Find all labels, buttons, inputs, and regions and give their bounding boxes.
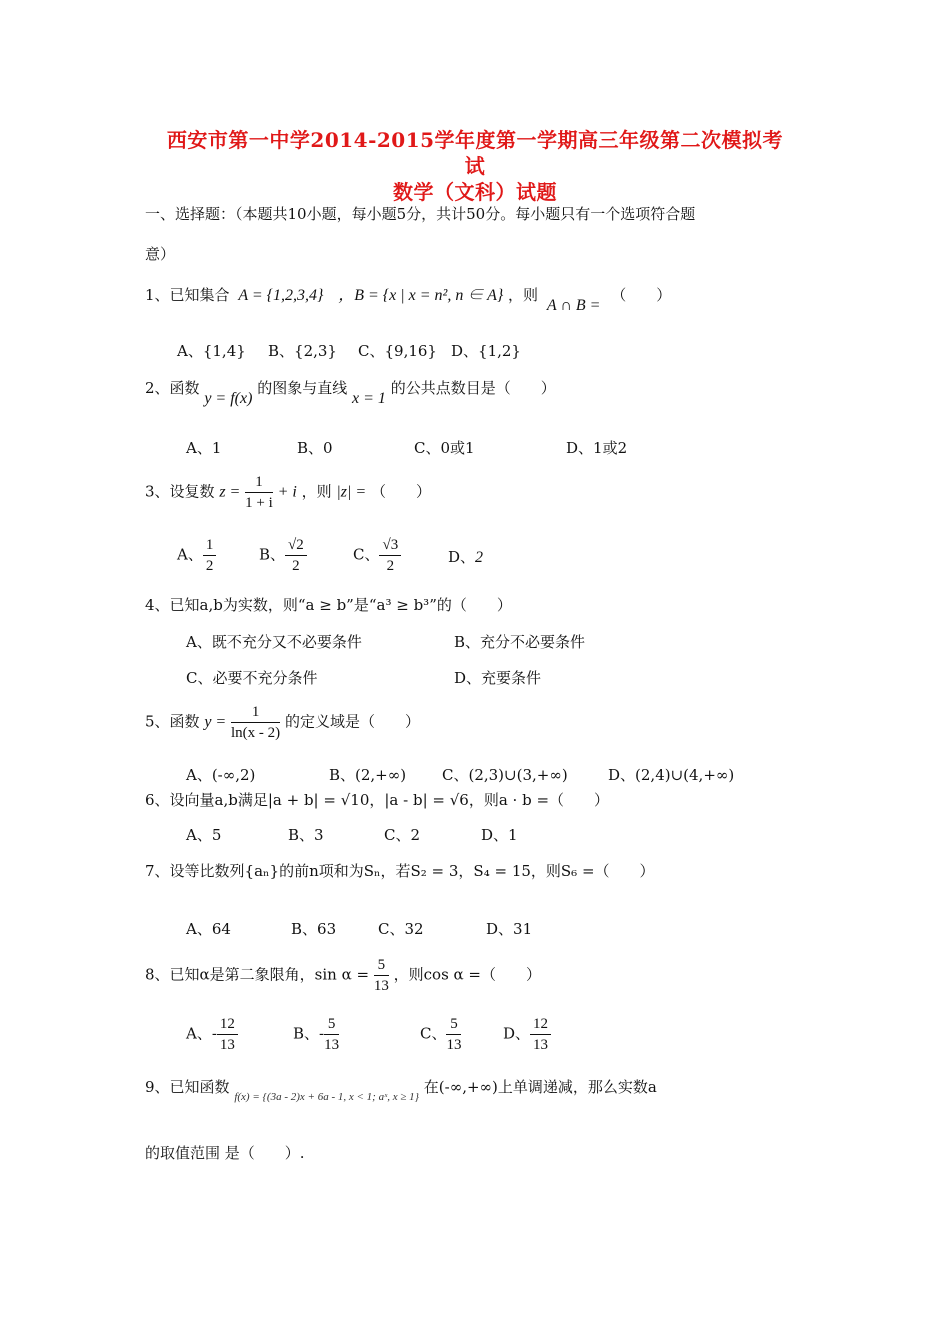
q2-stem-end: 的公共点数目是（ ） — [390, 379, 556, 397]
q1-expression: A ∩ B = — [546, 297, 601, 314]
q4-option-a: A、既不充分又不必要条件 — [186, 633, 362, 651]
q3-fraction: $\frac{1}{1 + i}$ — [245, 474, 273, 511]
q5-fraction: $\frac{1}{\ln(x - 2)}$ — [231, 704, 281, 741]
section-header-continued: 意） — [145, 245, 176, 263]
q2-option-d: D、1或2 — [566, 439, 628, 457]
question-7: 7、设等比数列{aₙ}的前n项和为Sₙ，若S₂ = 3，S₄ = 15，则S₆ =（ ） — [145, 862, 655, 880]
q6-option-d: D、1 — [481, 826, 518, 844]
q3-stem-then: ，则 — [301, 482, 332, 501]
q1-option-b: B、{2,3} — [268, 342, 337, 360]
question-3 — [145, 472, 431, 513]
q2-function: y = f(x) — [204, 390, 253, 407]
q5-option-d: D、(2,4)∪(4,+∞) — [608, 766, 735, 784]
page-subtitle: 数学（文科）试题 — [393, 180, 557, 204]
q3-plus-i: + i — [277, 483, 297, 501]
question-1 — [145, 282, 672, 314]
q1-stem: 1、已知集合 — [145, 286, 230, 304]
question-2 — [145, 377, 556, 407]
q2-line: x = 1 — [352, 390, 386, 407]
q7-option-d: D、31 — [486, 920, 533, 938]
page-title-continued: 试 — [464, 154, 486, 178]
q3-option-d: D、2 — [448, 548, 484, 566]
q7-option-c: C、32 — [378, 920, 424, 938]
q4-option-c: C、必要不充分条件 — [186, 669, 318, 687]
q8-stem-end: ，则cos α =（ ） — [393, 965, 542, 984]
q8-fraction: $\frac{5}{13}$ — [373, 957, 389, 994]
q8-option-a: A、- $\frac{12}{13}$ — [186, 1014, 238, 1055]
q6-option-c: C、2 — [384, 826, 421, 844]
q1-set-a: A = {1,2,3,4} — [238, 287, 324, 304]
q2-stem-mid: 的图象与直线 — [257, 379, 348, 397]
q2-option-a: A、1 — [186, 439, 222, 457]
q4-option-b: B、充分不必要条件 — [454, 633, 586, 651]
q8-option-b: B、- $\frac{5}{13}$ — [293, 1016, 340, 1053]
q9-piecewise-function: f(x) = {(3a - 2)x + 6a - 1, x < 1; aˣ, x ≥ 1} — [234, 1091, 420, 1103]
question-4: 4、已知a,b为实数，则“a ≥ b”是“a³ ≥ b³”的（ ） — [145, 596, 512, 614]
page-title: 西安市第一中学2014-2015学年度第一学期高三年级第二次模拟考 — [166, 128, 784, 152]
q5-stem: 5、函数 — [145, 712, 200, 731]
q3-option-b: B、 $\frac{√2}{2}$ — [259, 535, 307, 576]
q8-stem: 8、已知α是第二象限角，sin α = — [145, 965, 370, 984]
q1-option-c: C、{9,16} — [358, 342, 437, 360]
q5-option-b: B、(2,+∞) — [329, 766, 407, 784]
q1-answer-blank: （ ） — [611, 286, 672, 304]
q8-option-c: C、 $\frac{5}{13}$ — [420, 1016, 462, 1053]
q3-z: z = — [219, 483, 241, 501]
q6-option-b: B、3 — [288, 826, 324, 844]
q7-option-b: B、63 — [291, 920, 337, 938]
q5-stem-end: 的定义域是（ ） — [284, 712, 420, 731]
q3-option-a: A、 $\frac{1}{2}$ — [177, 535, 216, 576]
q5-y: y = — [204, 713, 227, 731]
q7-option-a: A、64 — [186, 920, 231, 938]
question-6: 6、设向量a,b满足|a + b| = √10，|a - b| = √6，则a · b =（ ） — [145, 791, 610, 809]
question-9 — [145, 1076, 657, 1103]
q1-option-a: A、{1,4} — [177, 342, 246, 360]
q5-option-a: A、(-∞,2) — [186, 766, 256, 784]
q8-option-d: D、 $\frac{12}{13}$ — [503, 1014, 551, 1055]
q2-option-b: B、0 — [297, 439, 333, 457]
q4-option-d: D、充要条件 — [454, 669, 542, 687]
q6-option-a: A、5 — [186, 826, 222, 844]
q3-answer-blank: （ ） — [371, 482, 432, 501]
q1-set-b: ，B = {x | x = n², n ∈ A} — [338, 287, 504, 304]
q3-stem: 3、设复数 — [145, 482, 215, 501]
question-8 — [145, 955, 541, 996]
q9-stem-mid: 在(-∞,+∞)上单调递减，那么实数a — [423, 1078, 657, 1096]
q5-option-c: C、(2,3)∪(3,+∞) — [442, 766, 568, 784]
q9-stem: 9、已知函数 — [145, 1078, 230, 1096]
section-header: 一、选择题：（本题共10小题，每小题5分，共计50分。每小题只有一个选项符合题 — [145, 205, 696, 223]
q1-stem-then: ，则 — [508, 286, 539, 304]
q2-option-c: C、0或1 — [414, 439, 475, 457]
q1-option-d: D、{1,2} — [451, 342, 521, 360]
q2-stem: 2、函数 — [145, 379, 200, 397]
question-9-continued: 的取值范围 是（ ）. — [145, 1144, 305, 1162]
question-5 — [145, 702, 420, 743]
q3-option-c: C、 $\frac{√3}{2}$ — [353, 535, 401, 576]
q3-abs: |z| = — [336, 483, 367, 501]
